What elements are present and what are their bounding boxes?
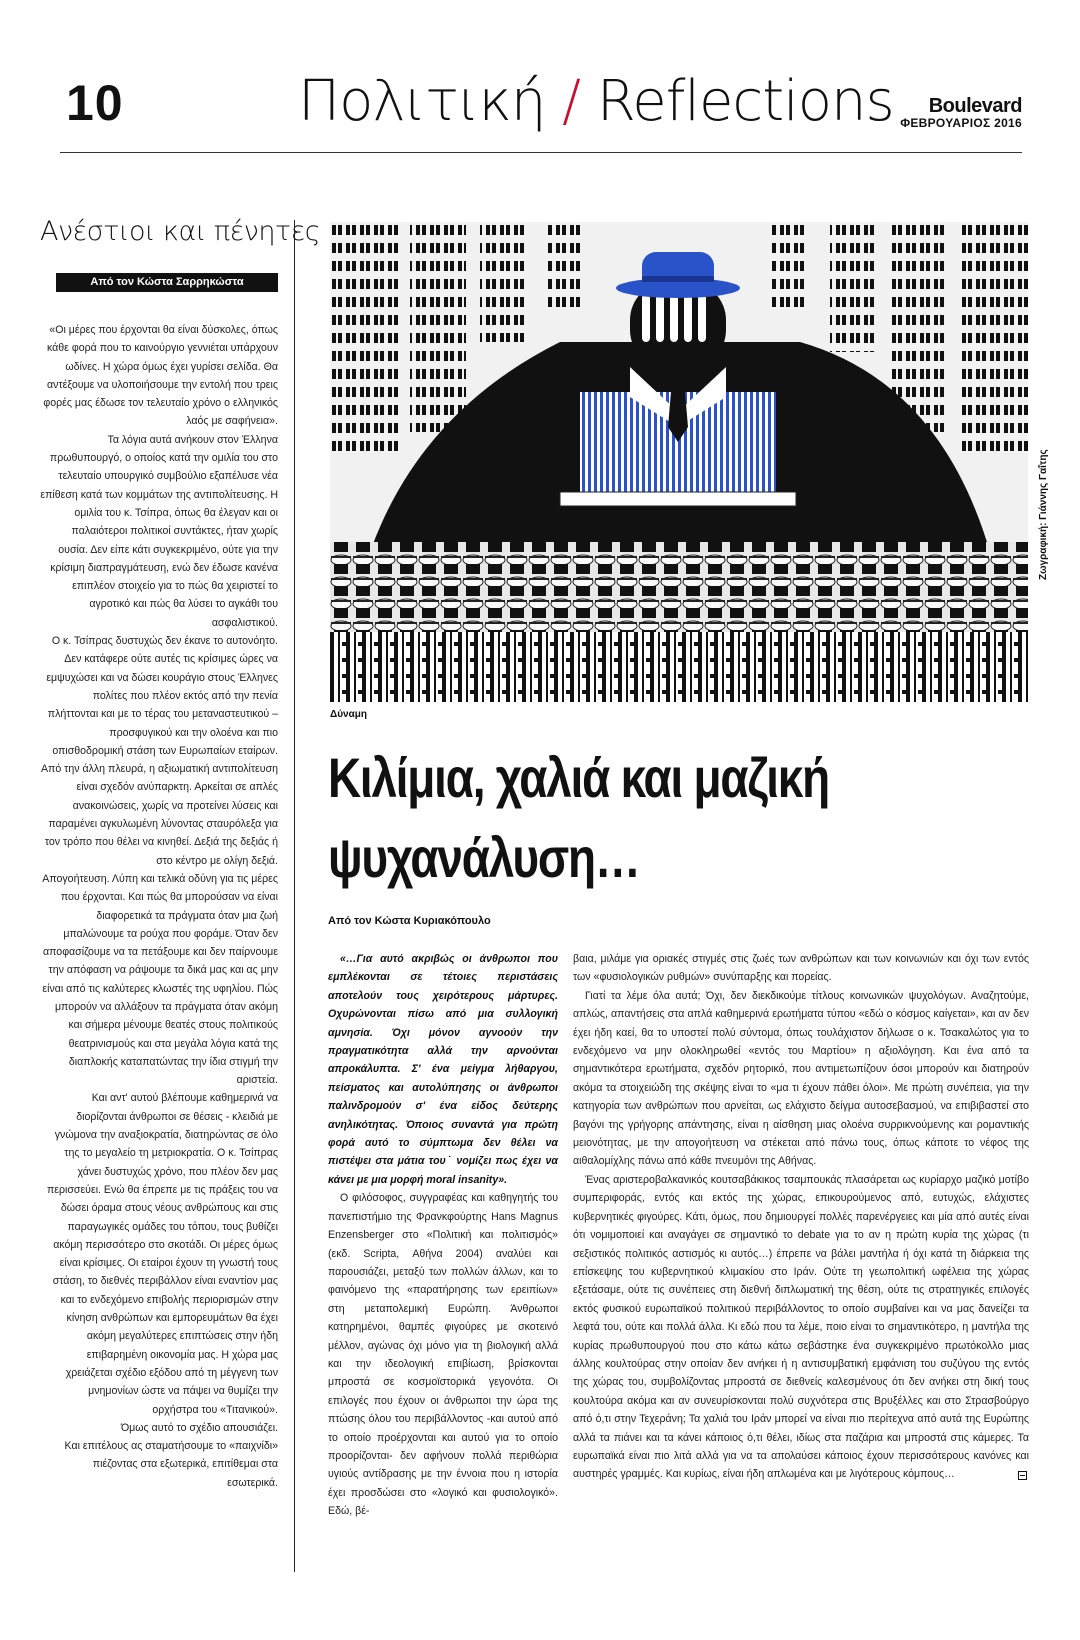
header-rule [60,152,1022,153]
side-paragraph: Τα λόγια αυτά ανήκουν στον Έλληνα πρωθυπουργό, ο οποίος κατά την ομιλία του στο τελευταίο υπουργικό συμβούλιο εξαπέλυσε νέα επίθεση κατά των κομμάτων της αντιπολίτευσης. Η ομιλία του κ. Τσίπρα, όπως θα έλεγαν και οι παλαιότεροι πολιτικοί συντάκτες, ήταν χωρίς ουσία. Δεν είπε κάτι συγκεκριμένο, ούτε για την κρίσιμη διαπραγμάτευση, ενώ δεν έδωσε κανένα επιπλέον στοιχείο για το πώς θα χειριστεί το αγροτικό και πώς θα λύσει το αγκάθι του ασφαλιστικού. [40,433,278,629]
main-column-a [328,950,558,1521]
main-headline [328,738,1033,898]
side-paragraph: Ο κ. Τσίπρας δυστυχώς δεν έκανε το αυτονόητο. Δεν κατάφερε ούτε αυτές τις κρίσιμες ώρες να εμψυχώσει και να δώσει κουράγιο στους Έλληνες πολίτες που πλέον εκτός από την πενία πλήττονται και με το τέρας του μεταναστευτικού – προσφυγικού και την ολοένα και πιο οπισθοδρομική στάση των Ευρωπαίων εταίρων. Από την άλλη πλευρά, η αξιωματική αντιπολίτευση είναι σχεδόν ανύπαρκτη. Αρκείται σε απλές ανακοινώσεις, χωρίς να προτείνει λύσεις και παραμένει αγκυλωμένη λύνοντας σταυρόλεξα για τον τρόπο που θέλει να κινηθεί. Δεξιά της δεξιάς ή στο κέντρο με ολίγη δεξιά. [40,635,278,867]
column-divider [294,220,295,1572]
section-title-slash: / [562,69,581,134]
side-article-byline: Από τον Κώστα Σαρρηκώστα [56,273,278,292]
section-title [298,69,894,134]
main-paragraph: Γιατί τα λέμε όλα αυτά; Όχι, δεν διεκδικούμε τίτλους κοινωνικών ψυχολόγων. Αναζητούμε, απλώς, απαντήσεις στα απλά καθημερινά ερωτήματα τύπου «εδώ ο κόσμος καίγεται», και αν δεν έχει ήδη καεί, θα το υποστεί πολύ σύντομα, όπως τουλάχιστον δήλωσε ο κ. Τσακαλώτος για το ενδεχόμενο να μην ολοκληρωθεί «εντός του Μαρτίου» η αξιολόγηση. Και ένα από τα σημαντικότερα ερωτήματα, σχεδόν ρητορικό, που αντιμετωπίζουν όσοι μπορούν και διατηρούν ακόμα τα στοιχειώδη της σκέψης είναι το «μα τι έχουν πάθει όλοι». Με πρώτη συνέπεια, για την κατηγορία των ανθρώπων που αρνείται, ως ελάχιστο δείγμα αυτοσεβασμού, να επιβιβαστεί στο βαγόνι της γρήγορης απάντησης, είναι η αίσθηση μιας ολοένα συρρικνούμενης και ρομαντικής μειονότητας, με την απογοήτευση να στέκεται από πάνω τους, όπως κάποτε το νέφος της αιθαλομίχλης πάνω από κάθε πνευμόνι της Αθήνας. [573,989,1029,1168]
illustration-caption: Δύναμη [330,709,367,720]
brand-name: Boulevard [928,95,1022,117]
end-of-article-icon [1018,1471,1027,1480]
section-title-right: Reflections [596,69,894,134]
side-paragraph: Όμως αυτό το σχέδιο απουσιάζει. [120,1421,278,1434]
side-article-headline: Ανέστιοι και πένητες [40,216,321,247]
main-headline-line1: Κιλίμια, χαλιά και μαζική [328,746,829,809]
side-paragraph: «Οι μέρες που έρχονται θα είναι δύσκολες, όπως κάθε φορά που το καινούργιο γεννιέται υπάρχουν ωδίνες. Η χώρα όμως έχει γυρίσει σελίδα. Θα αντέξουμε να υλοποιήσουμε την εντολή που τρεις φορές μας έδωσε τον τελευταίο χρόνο ο ελληνικός λαός με σαφήνεια». [43,324,278,428]
page-number: 10 [66,75,124,131]
main-paragraph: Ο φιλόσοφος, συγγραφέας και καθηγητής του πανεπιστήμιο της Φρανκφούρτης Hans Magnus Enzensberger στο «Πολιτική και πολιτισμός» (εκδ. Scripta, Αθήνα 2004) αναλύει και παρουσιάζει, μεταξύ των πολλών άλλων, και το φαινόμενο της «παρατήρησης των ερειπίων» στη μεταπολεμική Ευρώπη. Άνθρωποι κατηρημένοι, θαμπές φιγούρες με σκοτεινό μέλλον, αγώνας όχι μόνο για τη βιολογική αλλά και την ιδεολογική επιβίωση, βρίσκονται μπροστά σε κοσμοϊστορικά γεγονότα. Οι επιλογές που έχουν οι άνθρωποι την ώρα της πτώσης όλου του περιβάλλοντος -και αυτού από το οποίο προέρχονται και αυτού για το οποίο προορίζονται- δεν αφήνουν πολλά περιθώρια υγιούς αντίδρασης με την έννοια που η ιστορία έχει προσδώσει στο «λογικό και φυσιολογικό». Εδώ, βέ- [328,1192,558,1518]
section-title-left: Πολιτική [298,69,546,134]
main-column-b [573,950,1029,1484]
main-pull-quote: «…Για αυτό ακριβώς οι άνθρωποι που εμπλέκονται σε τέτοιες περιστάσεις αποτελούν τους χειρότερους μάρτυρες. Οχυρώνονται πίσω από μια συλλογική αμνησία. Όχι μόνον αγνοούν την πραγματικότητα αλλά την αρνούνται απροκάλυπτα. Σ' ένα μείγμα λήθαργου, πείσματος και αυτολύπησης οι άνθρωποι παλινδρομούν σ' ένα είδος δεύτερης ανηλικότητας. Όποιος συναντά για πρώτη φορά αυτό το σύμπτωμα δεν θέλει να πιστέψει στα μάτια του˙ νομίζει πως έχει να κάνει με μια μορφή moral insanity». [328,953,558,1186]
side-article-body [40,321,278,1492]
main-byline: Από τον Κώστα Κυριακόπουλο [328,915,491,927]
main-paragraph: Ένας αριστεροβαλκανικός κουτσαβάκικος τσαμπουκάς πλασάρεται ως κυρίαρχο μαζικό μοτίβο συμπεριφοράς, εντός και εκτός της χώρας, επικουρούμενος από, ευτυχώς, ελάχιστες κυβερνητικές φιγούρες. Κάτι, όμως, που δημιουργεί πολλές παρενέργειες και μία από αυτές είναι ότι νομιμοποιεί και αναγάγει σε σημαντικό το debate για το αν η πρώτη κυρία της χώρας (τι σεξιστικός πολιτικός αστισμός κι αυτός…) έπρεπε να βάλει μαντήλα ή όχι κατά τη διάρκεια της επίσκεψης του κυβερνητικού κλιμακίου στο Ιράν. Ούτε τη γεωπολιτική ωφέλεια της χώρας εξετάσαμε, ούτε τις συνέπειες στη διεθνή διπλωματική της θέση, ούτε τις στρατηγικές επιλογές εκτός φυσικού ευρωπαϊκού πολιτικού περιβάλλοντος το οποίο συμβαίνει και να μας δανείζει τα λεφτά του, ούτε και πολλά άλλα. Κι εδώ που τα λέμε, ποιο είναι το σημαντικότερο, η μαντήλα της κυρίας πρωθυπουργού που στο κάτω κάτω σεβάστηκε ένα συγκεκριμένο πρωτόκολλο μιας άλλης κουλτούρας στην οποίαν δεν ανήκει ή η αντισυμβατική εμφάνιση του συζύγου της εντός της χώρας του, συμβολίζοντας μπροστά σε διεθνείς καλεσμένους ότι δεν ανήκει στη δική τους κουλτούρα ακόμα και αν συνευρίσκονται πολύ συχνότερα στις Βρυξέλλες και στο Στρασβούργο από ό,τι στην Τεχεράνη; Τα χαλιά του Ιράν μπορεί να είναι πιο περίτεχνα από αυτά της Ευρώπης αλλά τα πιάνει και τα κάνει κάποιος ό,τι θέλει, ιδίως στα παζάρια και μπροστά στις κάμερες. Τα ευρωπαϊκά είναι πιο λιτά αλλά για να τα απολαύσει κάποιος έχουν περισσότερους κανόνες και αυστηρές γραμμές. Και κυρίως, είναι ήδη απλωμένα και με λιγότερους κόμπους… [573,1173,1029,1481]
side-paragraph: Και επιτέλους ας σταματήσουμε το «παιχνίδι» πιέζοντας στα εξωτερικά, επιτίθεμαι στα εσωτερικά. [64,1440,278,1489]
illustration-painting [330,222,1028,702]
illustration [330,222,1028,702]
main-paragraph: βαια, μιλάμε για οριακές στιγμές στις ζωές των ανθρώπων και των κοινωνιών και όχι των εντός των «φυσιολογικών ρυθμών» συνύπαρξης και πορείας. [573,953,1029,984]
issue-date: ΦΕΒΡΟΥΑΡΙΟΣ 2016 [900,116,1022,130]
illustration-credit: Ζωγραφική: Γιάννης Γαΐτης [1038,449,1049,580]
main-headline-line2: ψυχανάλυση… [328,826,640,889]
side-paragraph: Απογοήτευση. Λύπη και τελικά οδύνη για τις μέρες που έρχονται. Και πώς θα μπορούσαν να είναι διαφορετικά τα πράγματα όταν μια ζωή μπαλώνουμε τα ρούχα που φοράμε. Όταν δεν αποφασίζουμε να τα πετάξουμε και δεν παίρνουμε την απόφαση να ράψουμε τα δικά μας και ας μην είναι από τις καλύτερες κλωστές της υφηλίου. Πώς μπορούν να αλλάξουν τα πράγματα όταν ακόμη και σήμερα μένουμε θεατές στους πολιτικούς θεατρινισμούς και στα μεγάλα λόγια κατά της διαπλοκής καταπατώντας την ίδια στιγμή την αριστεία. [42,872,278,1087]
brand-block [900,96,1022,130]
side-paragraph: Και αντ' αυτού βλέπουμε καθημερινά να διορίζονται άνθρωποι σε θέσεις - κλειδιά με γνώμονα την αναξιοκρατία, διατηρώντας σε όλο της το μεγαλείο τη μετριοκρατία. Ο κ. Τσίπρας χάνει δυστυχώς χρόνο, που πλέον δεν μας περισσεύει. Ενώ θα έπρεπε με τις πράξεις του να δώσει όραμα στους νέους ανθρώπους και στις παραγωγικές ομάδες του τόπου, τους βυθίζει ακόμη περισσότερο στο σκοτάδι. Οι μέρες όμως είναι κρίσιμες. Οι εταίροι έχουν τη γνωστή τους στάση, το διεθνές περιβάλλον είναι εναντίον μας και το ενδεχόμενο επιβολής περιορισμών στην κίνηση ανθρώπων και εμπορευμάτων θα έχει ακόμη μεγαλύτερες επιπτώσεις στην ήδη επιβαρημένη οικονομία μας. Η χώρα μας χρειάζεται σχέδιο εξόδου από τη μέγγενη των μνημονίων ώστε να πάψει να θυμίζει την ορχήστρα του «Τιτανικού». [46,1092,278,1416]
